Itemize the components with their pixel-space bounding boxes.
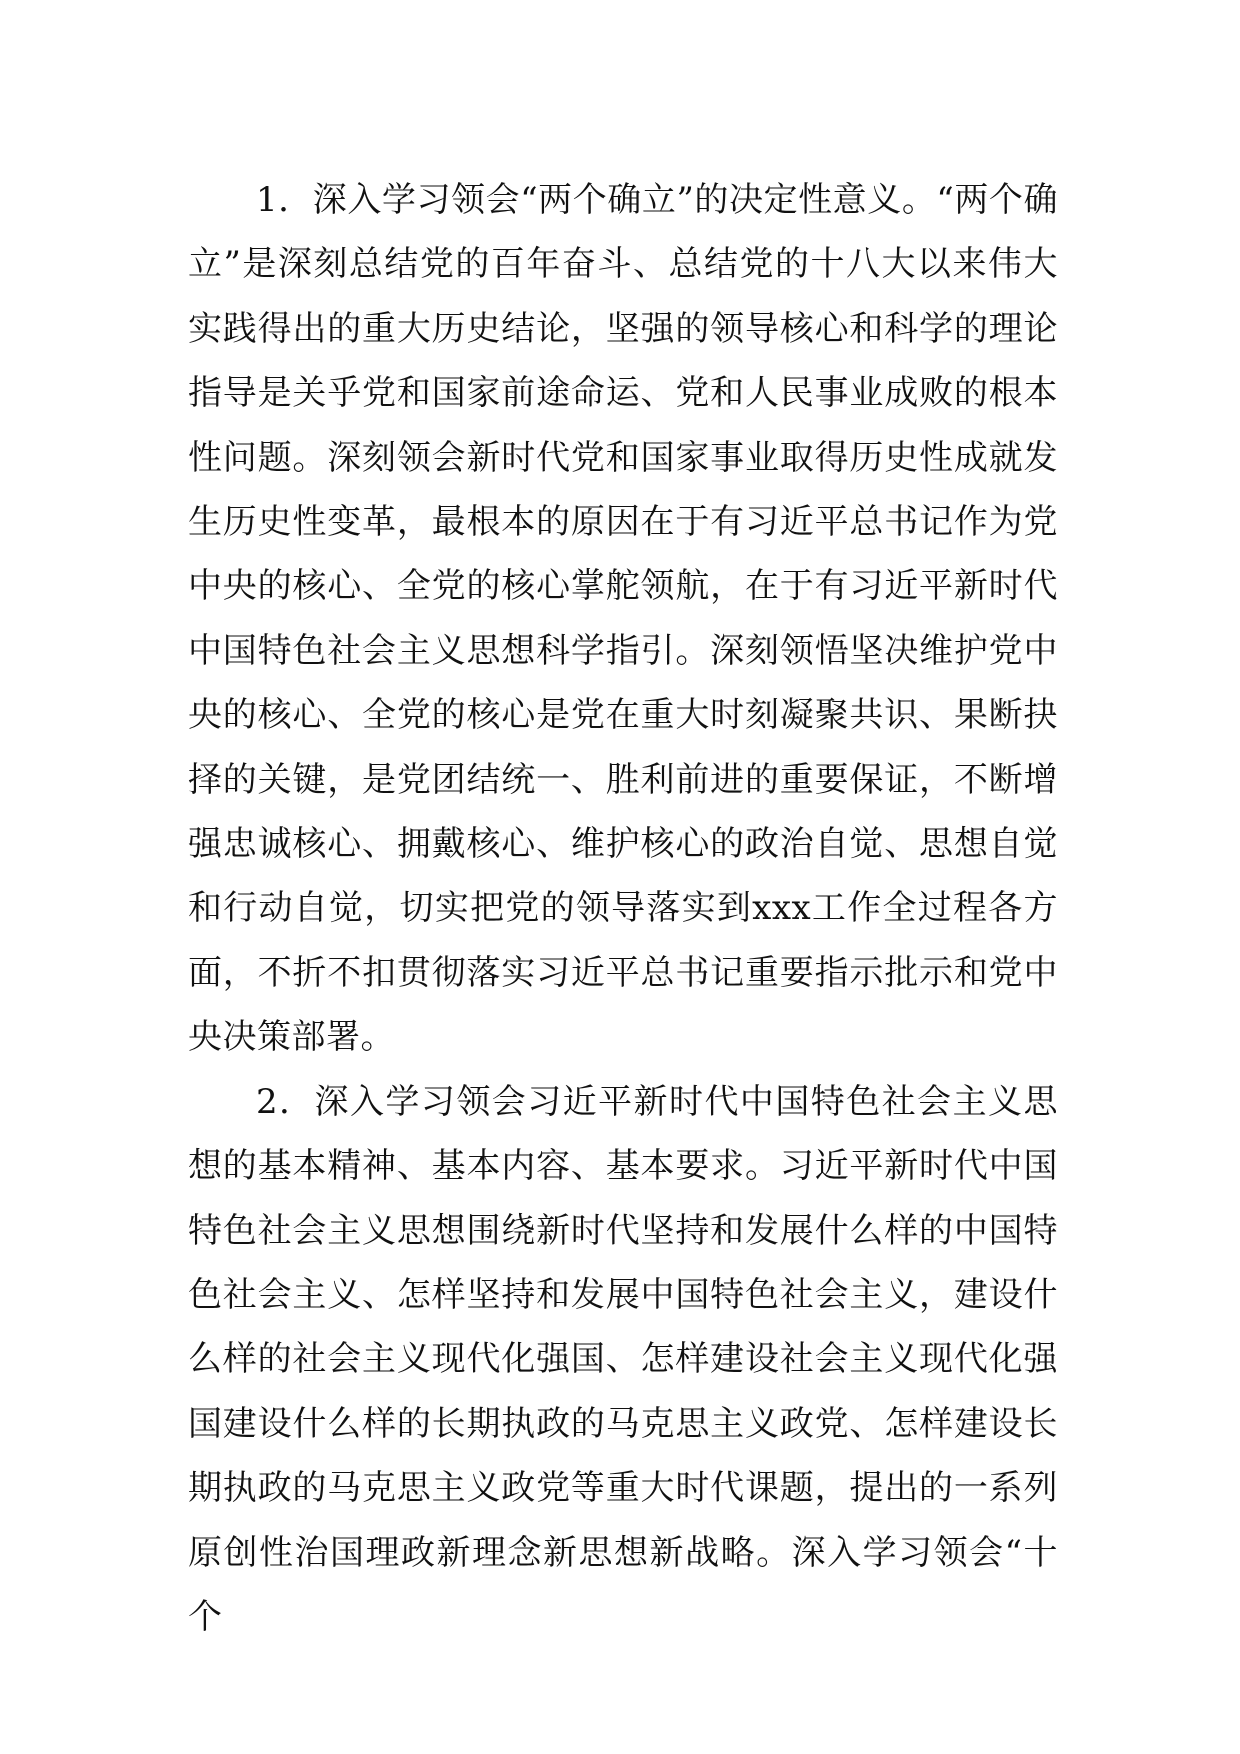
paragraph-1: 1．深入学习领会“两个确立”的决定性意义。“两个确立”是深刻总结党的百年奋斗、总结党的十八大以来伟大实践得出的重大历史结论，坚强的领导核心和科学的理论指导是关乎党和国家前途命运、党和人民事业成败的根本性问题。深刻领会新时代党和国家事业取得历史性成就发生历史性变革，最根本的原因在于有习近平总书记作为党中央的核心、全党的核心掌舵领航，在于有习近平新时代中国特色社会主义思想科学指引。深刻领悟坚决维护党中央的核心、全党的核心是党在重大时刻凝聚共识、果断抉择的关键，是党团结统一、胜利前进的重要保证，不断增强忠诚核心、拥戴核心、维护核心的政治自觉、思想自觉和行动自觉，切实把党的领导落实到xxx工作全过程各方面，不折不扣贯彻落实习近平总书记重要指示批示和党中央决策部署。 (188, 180, 1058, 1058)
document-body (188, 168, 1058, 1649)
paragraph-2: 2．深入学习领会习近平新时代中国特色社会主义思想的基本精神、基本内容、基本要求。习近平新时代中国特色社会主义思想围绕新时代坚持和发展什么样的中国特色社会主义、怎样坚持和发展中国特色社会主义，建设什么样的社会主义现代化强国、怎样建设社会主义现代化强国建设什么样的长期执政的马克思主义政党、怎样建设长期执政的马克思主义政党等重大时代课题，提出的一系列原创性治国理政新理念新思想新战略。深入学习领会“十个 (188, 1081, 1058, 1637)
